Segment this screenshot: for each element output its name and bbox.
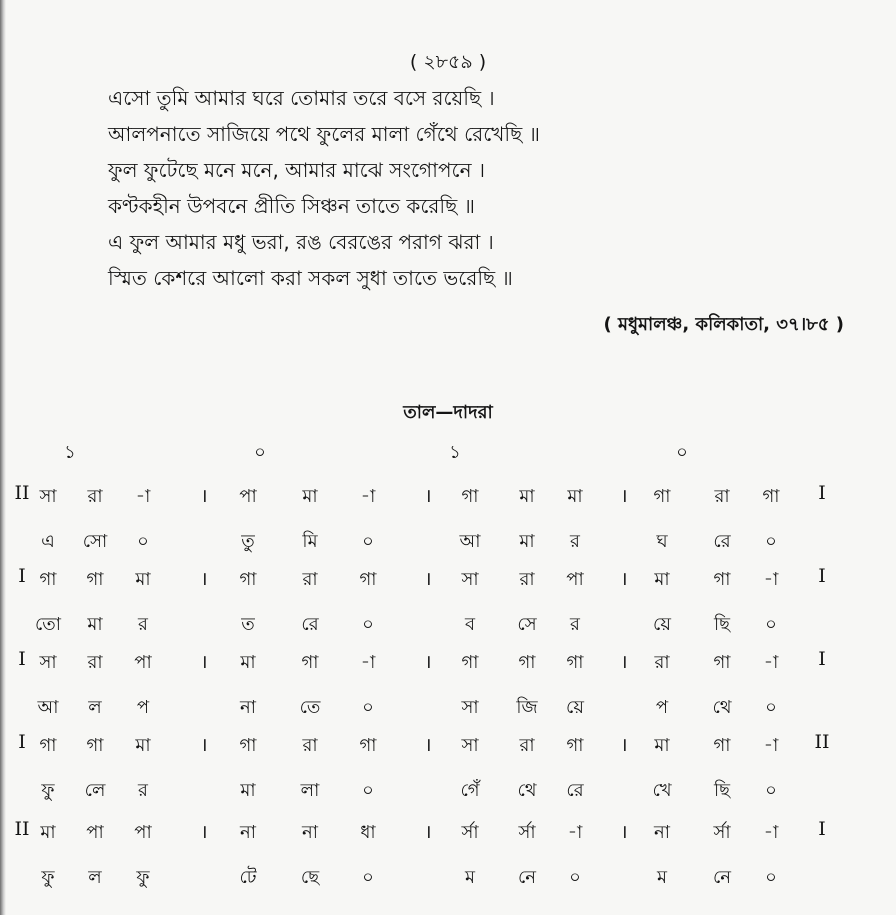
bar-end-marker: II: [814, 731, 830, 753]
lyric-syllable: ফু: [136, 867, 150, 888]
poem-line: এসো তুমি আমার ঘরে তোমার তরে বসে রয়েছি ।: [108, 86, 495, 110]
poem-line: এ ফুল আমার মধু ভরা, রঙ বেরঙের পরাগ ঝরা ।: [108, 230, 494, 254]
note-cell: মা: [240, 652, 256, 673]
note-cell: পা: [566, 569, 584, 590]
note-cell: র্সা: [713, 822, 731, 843]
lyric-syllable: র: [138, 614, 148, 635]
note-cell: মা: [135, 569, 151, 590]
note-cell: গা: [713, 652, 731, 673]
bar-start-marker: I: [18, 565, 26, 587]
lyric-syllable: নে: [517, 867, 537, 888]
lyric-syllable: ০: [765, 531, 777, 552]
beat-divider: ।: [200, 485, 208, 507]
beat-divider: ।: [424, 651, 432, 673]
note-cell: গা: [461, 486, 479, 507]
note-cell: -া: [135, 486, 151, 507]
note-cell: না: [240, 822, 256, 843]
note-cell: -া: [763, 569, 779, 590]
lyric-syllable: ম: [657, 867, 667, 888]
poem-line: স্মিত কেশরে আলো করা সকল সুধা তাতে ভরেছি ॥: [108, 266, 513, 290]
beat-divider: ।: [200, 568, 208, 590]
bar-end-marker: I: [818, 648, 826, 670]
beat-divider: ।: [200, 821, 208, 843]
bar-start-marker: II: [14, 818, 30, 840]
bar-end-marker: I: [818, 565, 826, 587]
note-cell: রা: [87, 652, 103, 673]
lyric-syllable: তো: [34, 614, 62, 635]
poem-line: ফুল ফুটেছে মনে মনে, আমার মাঝে সংগোপনে ।: [108, 158, 486, 182]
lyric-syllable: ফু: [41, 780, 55, 801]
note-cell: গা: [653, 486, 671, 507]
beat-divider: ।: [620, 485, 628, 507]
note-cell: সা: [461, 569, 479, 590]
bar-end-marker: I: [818, 482, 826, 504]
note-cell: পা: [134, 652, 152, 673]
note-cell: রা: [519, 569, 535, 590]
lyric-syllable: না: [240, 697, 256, 718]
lyric-syllable: প: [655, 697, 669, 718]
lyric-syllable: ত: [241, 614, 255, 635]
note-cell: মা: [654, 735, 670, 756]
note-cell: রা: [654, 652, 670, 673]
note-cell: গা: [762, 486, 780, 507]
lyric-syllable: মা: [87, 614, 103, 635]
lyric-syllable: আ: [459, 531, 481, 552]
note-cell: -া: [360, 486, 376, 507]
note-cell: রা: [302, 735, 318, 756]
note-cell: র্সা: [461, 822, 479, 843]
lyric-syllable: ০: [765, 780, 777, 801]
lyric-syllable: মা: [519, 531, 535, 552]
lyric-syllable: ঘ: [656, 531, 668, 552]
note-cell: না: [654, 822, 670, 843]
note-cell: -া: [763, 822, 779, 843]
note-cell: গা: [86, 735, 104, 756]
note-cell: পা: [134, 822, 152, 843]
note-cell: রা: [714, 486, 730, 507]
note-cell: গা: [359, 569, 377, 590]
lyric-syllable: য়ে: [653, 614, 671, 635]
note-cell: গা: [461, 652, 479, 673]
note-cell: গা: [239, 735, 257, 756]
lyric-syllable: আ: [37, 697, 59, 718]
lyric-syllable: তু: [241, 531, 255, 552]
lyric-syllable: জি: [516, 697, 538, 718]
note-cell: গা: [566, 735, 584, 756]
lyric-syllable: ০: [765, 697, 777, 718]
lyric-syllable: ছি: [713, 780, 731, 801]
lyric-syllable: ০: [362, 614, 374, 635]
lyric-syllable: মি: [302, 531, 318, 552]
lyric-syllable: থে: [712, 697, 732, 718]
lyric-syllable: এ: [41, 531, 55, 552]
beat-divider: ।: [424, 821, 432, 843]
note-cell: রা: [302, 569, 318, 590]
note-cell: গা: [359, 735, 377, 756]
lyric-syllable: লে: [84, 780, 106, 801]
note-cell: গা: [39, 735, 57, 756]
beat-divider: ।: [424, 734, 432, 756]
note-cell: গা: [566, 652, 584, 673]
note-cell: গা: [713, 735, 731, 756]
lyric-syllable: থে: [517, 780, 537, 801]
note-cell: গা: [713, 569, 731, 590]
note-cell: -া: [567, 822, 583, 843]
lyric-syllable: খে: [652, 780, 672, 801]
bar-start-marker: I: [18, 648, 26, 670]
note-cell: গা: [86, 569, 104, 590]
beat-divider: ।: [620, 568, 628, 590]
lyric-syllable: মা: [240, 780, 256, 801]
note-cell: পা: [86, 822, 104, 843]
beat-divider: ।: [200, 651, 208, 673]
beat-divider: ।: [424, 568, 432, 590]
lyric-syllable: ছে: [300, 867, 320, 888]
beat-divider: ।: [424, 485, 432, 507]
poem-line: কণ্টকহীন উপবনে প্রীতি সিঞ্চন তাতে করেছি ॥: [108, 194, 475, 218]
lyric-syllable: র: [138, 780, 148, 801]
note-cell: সা: [39, 486, 57, 507]
beat-divider: ।: [620, 651, 628, 673]
note-cell: সা: [461, 735, 479, 756]
note-cell: রা: [519, 735, 535, 756]
bar-start-marker: II: [14, 482, 30, 504]
lyric-syllable: ০: [569, 867, 581, 888]
note-cell: মা: [40, 822, 56, 843]
lyric-syllable: রে: [301, 614, 319, 635]
lyric-syllable: রে: [566, 780, 584, 801]
beat-mark: ০: [676, 442, 688, 463]
beat-divider: ।: [620, 734, 628, 756]
lyric-syllable: টে: [239, 867, 257, 888]
source-citation: ( মধুমালঞ্চ, কলিকাতা, ৩৭।৮৫ ): [603, 314, 844, 335]
lyric-syllable: ০: [137, 531, 149, 552]
beat-mark: ১: [449, 442, 461, 463]
note-cell: -া: [763, 735, 779, 756]
lyric-syllable: ল: [88, 697, 102, 718]
note-cell: মা: [302, 486, 318, 507]
lyric-syllable: তে: [299, 697, 321, 718]
note-cell: গা: [518, 652, 536, 673]
note-cell: র্সা: [518, 822, 536, 843]
lyric-syllable: য়ে: [566, 697, 584, 718]
beat-divider: ।: [200, 734, 208, 756]
lyric-syllable: ফু: [41, 867, 55, 888]
note-cell: গা: [301, 652, 319, 673]
note-cell: গা: [39, 569, 57, 590]
lyric-syllable: লা: [300, 780, 320, 801]
note-cell: ধা: [360, 822, 376, 843]
lyric-syllable: র: [570, 614, 580, 635]
note-cell: -া: [763, 652, 779, 673]
lyric-syllable: সো: [82, 531, 108, 552]
bar-end-marker: I: [818, 818, 826, 840]
lyric-syllable: সে: [517, 614, 537, 635]
note-cell: রা: [87, 486, 103, 507]
lyric-syllable: ০: [765, 614, 777, 635]
note-cell: মা: [567, 486, 583, 507]
beat-mark: ১: [64, 442, 76, 463]
lyric-syllable: ০: [362, 780, 374, 801]
poem-line: আলপনাতে সাজিয়ে পথে ফুলের মালা গেঁথে রেখেছি ॥: [108, 122, 540, 146]
lyric-syllable: সা: [461, 697, 479, 718]
lyric-syllable: ০: [362, 697, 374, 718]
lyric-syllable: নে: [712, 867, 732, 888]
lyric-syllable: ছি: [713, 614, 731, 635]
note-cell: মা: [519, 486, 535, 507]
lyric-syllable: প: [136, 697, 150, 718]
note-cell: মা: [135, 735, 151, 756]
note-cell: না: [302, 822, 318, 843]
bar-start-marker: I: [18, 731, 26, 753]
note-cell: মা: [654, 569, 670, 590]
lyric-syllable: ম: [465, 867, 475, 888]
beat-mark: ০: [254, 442, 266, 463]
note-cell: গা: [239, 569, 257, 590]
page-number: ( ২৮৫৯ ): [409, 51, 487, 73]
lyric-syllable: ০: [362, 867, 374, 888]
lyric-syllable: ল: [88, 867, 102, 888]
lyric-syllable: ০: [362, 531, 374, 552]
note-cell: পা: [239, 486, 257, 507]
lyric-syllable: ০: [765, 867, 777, 888]
lyric-syllable: গেঁ: [460, 780, 480, 801]
beat-divider: ।: [620, 821, 628, 843]
tala-heading: তাল—দাদরা: [403, 402, 493, 423]
note-cell: -া: [360, 652, 376, 673]
lyric-syllable: ব: [464, 614, 476, 635]
lyric-syllable: র: [570, 531, 580, 552]
lyric-syllable: রে: [713, 531, 731, 552]
note-cell: সা: [39, 652, 57, 673]
